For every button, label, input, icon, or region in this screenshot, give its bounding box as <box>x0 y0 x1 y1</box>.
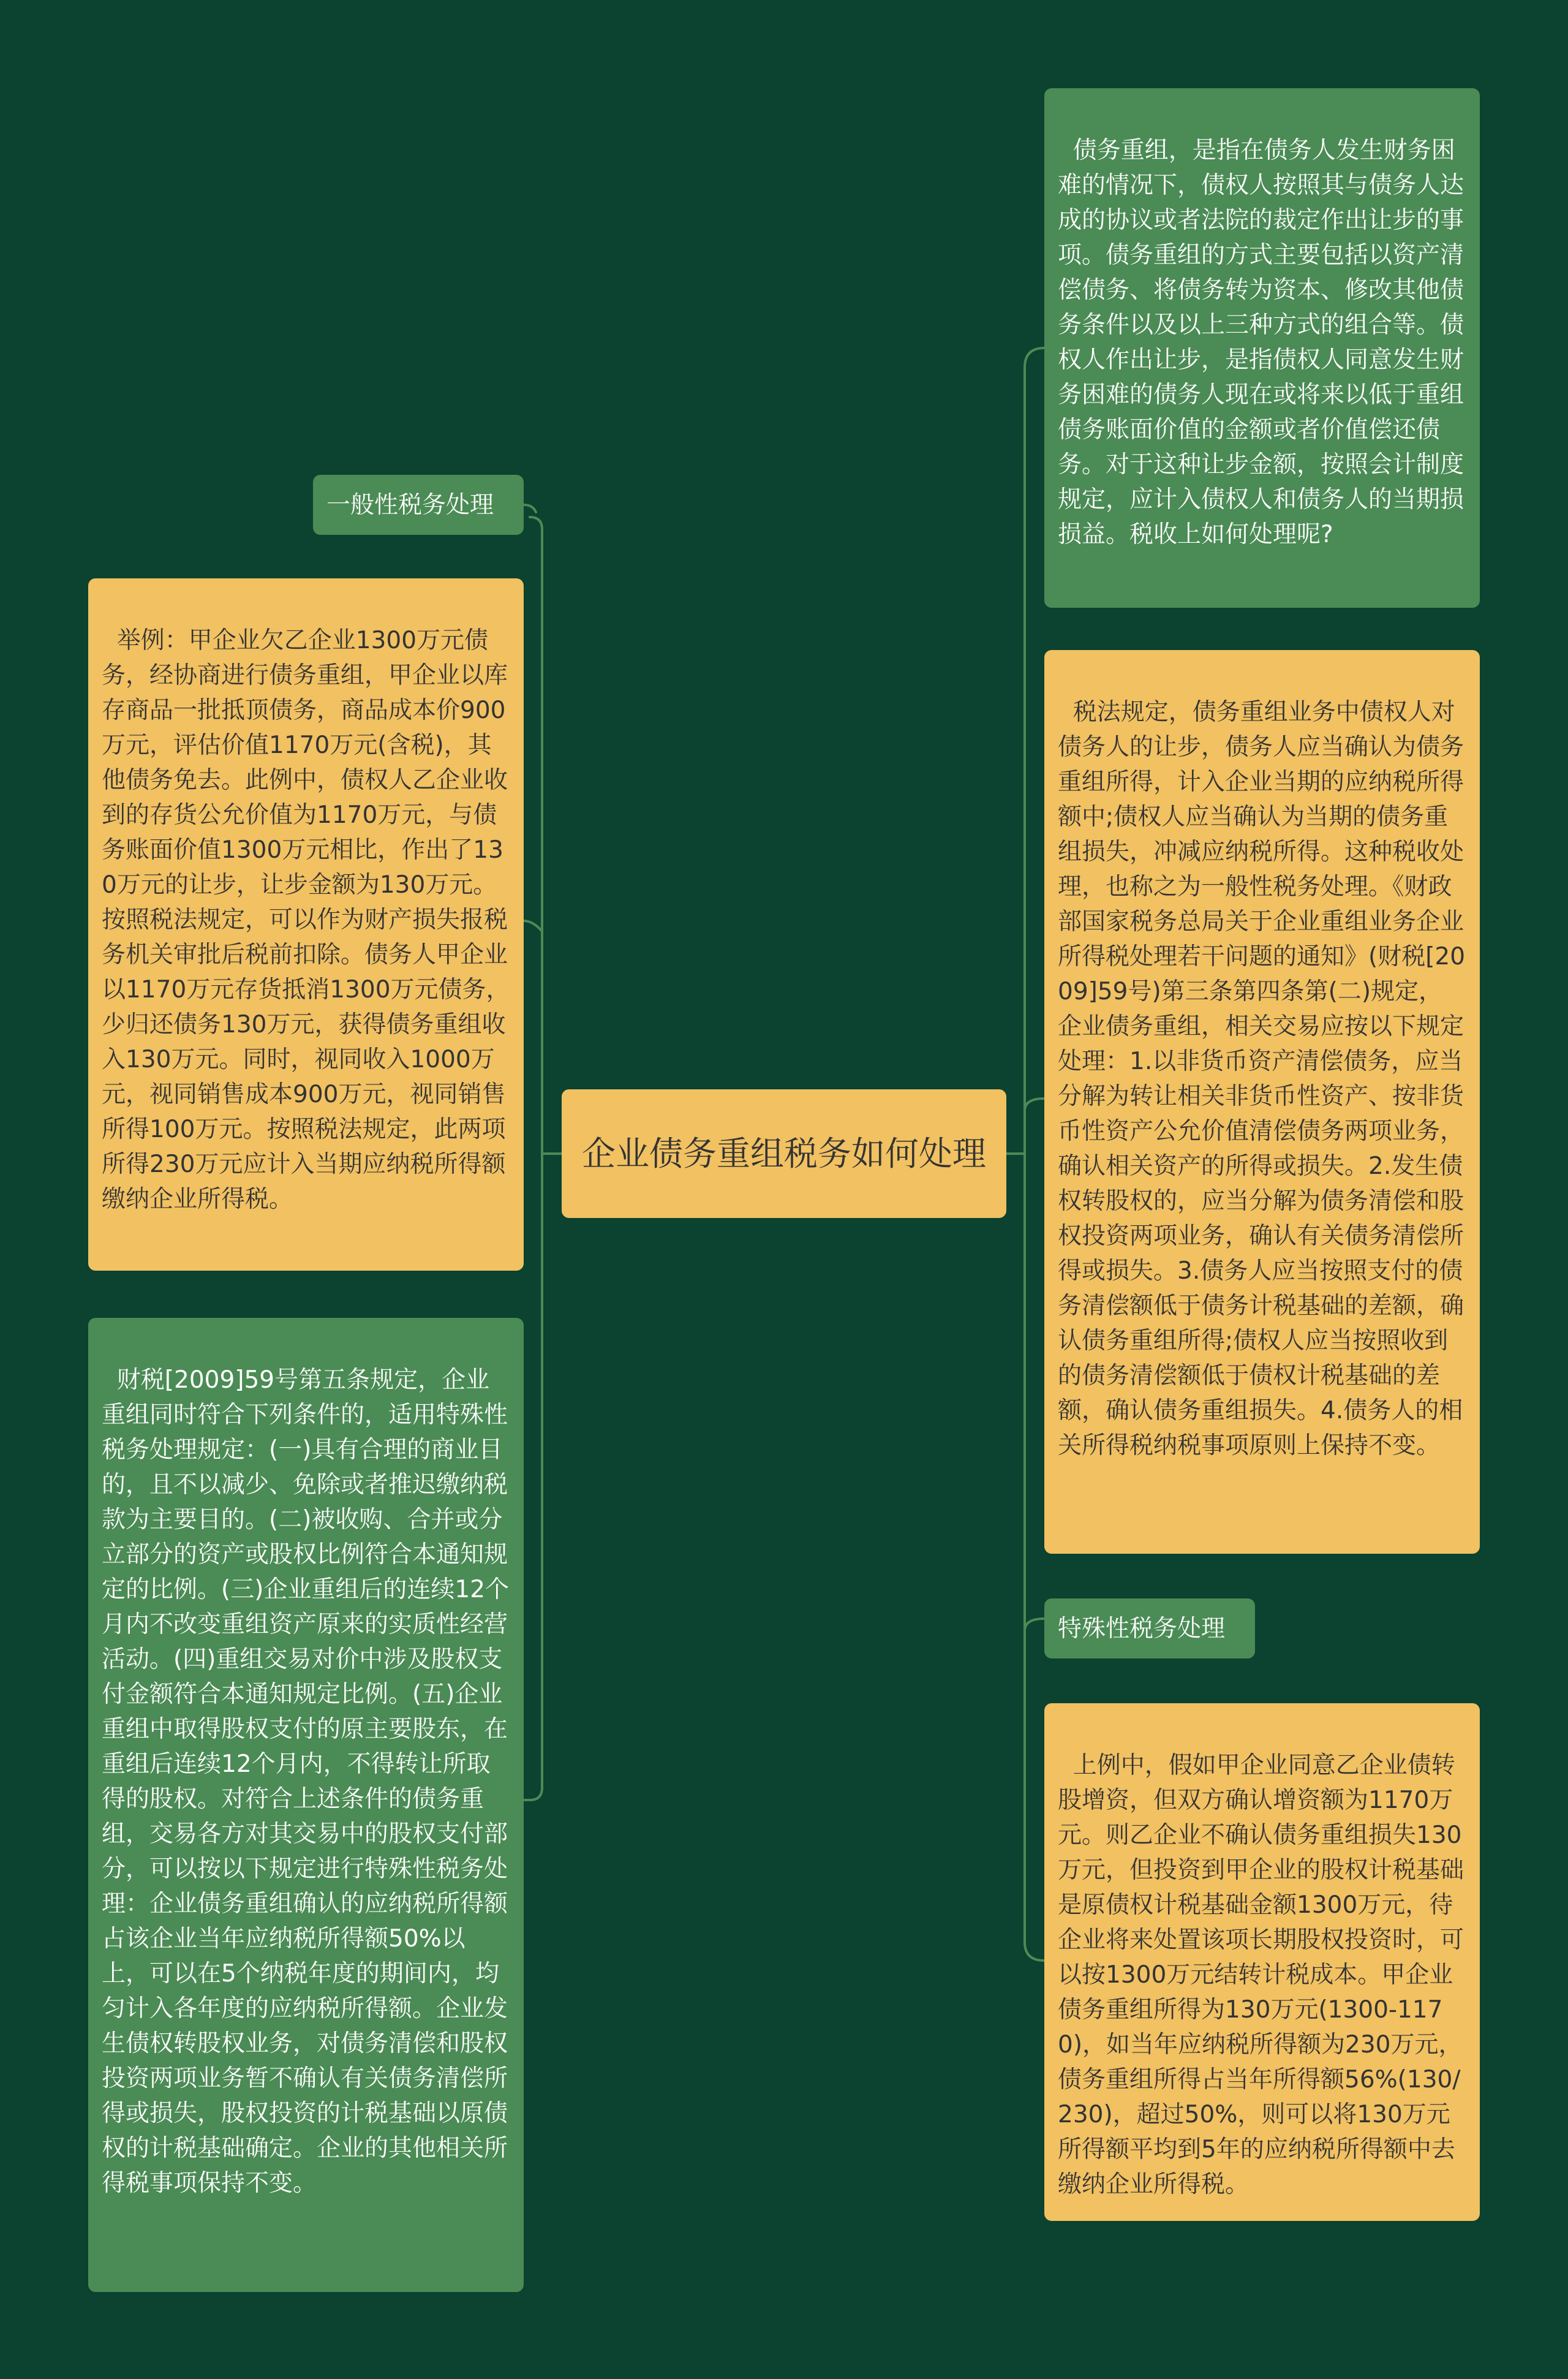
root-topic-text: 企业债务重组税务如何处理 <box>581 1134 986 1173</box>
special-example-note-text: 上例中，假如甲企业同意乙企业债转股增资，但双方确认增资额为1170万元。则乙企业不确认债务重组损失130万元，但投资到甲企业的股权计税基础是原债权计税基础金额1300万元，待企业将来处置该项长期股权投资时，可以按1300万元结转计税成本。甲企业债务重组所得为130万元(1300-1170)，如当年应纳税所得额为230万元，债务重组所得占当年所得额56%(130/230)，超过50%，则可以将130万元所得额平均到5年的应纳税所得额中去缴纳企业所得税。 <box>1058 1752 1464 2198</box>
special-tax-treatment-text: 特殊性税务处理 <box>1058 1614 1226 1643</box>
connector-right-trunk <box>1025 348 1044 1961</box>
connector-left-example <box>524 921 542 931</box>
connector-left-trunk <box>530 517 542 1800</box>
connector-right-special <box>1025 1619 1044 1631</box>
special-rules-note-text: 财税[2009]59号第五条规定，企业重组同时符合下列条件的，适用特殊性税务处理规定：(一)具有合理的商业目的，且不以减少、免除或者推迟缴纳税款为主要目的。(二)被收购、合并或分立部分的资产或股权比例符合本通知规定的比例。(三)企业重组后的连续12个月内不改变重组资产原来的实质性经营活动。(四)重组交易对价中涉及股权支付金额符合本通知规定比例。(五)企业重组中取得股权支付的原主要股东，在重组后连续12个月内，不得转让所取得的股权。对符合上述条件的债务重组，交易各方对其交易中的股权支付部分，可以按以下规定进行特殊性税务处理：企业债务重组确认的应纳税所得额占该企业当年应纳税所得额50%以上，可以在5个纳税年度的期间内，均匀计入各年度的应纳税所得额。企业发生债权转股权业务，对债务清偿和股权投资两项业务暂不确认有关债务清偿所得或损失，股权投资的计税基础以原债权的计税基础确定。企业的其他相关所得税事项保持不变。 <box>102 1366 510 2197</box>
general-tax-treatment-label[interactable] <box>313 475 524 535</box>
definition-note-text: 债务重组，是指在债务人发生财务困难的情况下，债权人按照其与债务人达成的协议或者法院的裁定作出让步的事项。债务重组的方式主要包括以资产清偿债务、将债务转为资本、修改其他债务条件以及以上三种方式的组合等。债权人作出让步，是指债权人同意发生财务困难的债务人现在或将来以低于重组债务账面价值的金额或者价值偿还债务。对于这种让步金额，按照会计制度规定，应计入债权人和债务人的当期损损益。税收上如何处理呢? <box>1058 137 1464 548</box>
root-topic[interactable] <box>562 1089 1006 1218</box>
special-tax-treatment-label[interactable] <box>1044 1598 1255 1658</box>
special-rules-note[interactable] <box>88 1318 524 2292</box>
connector-right-tax <box>1025 1099 1044 1111</box>
example-note-text: 举例：甲企业欠乙企业1300万元债务，经协商进行债务重组，甲企业以库存商品一批抵顶债务，商品成本价900万元，评估价值1170万元(含税)，其他债务免去。此例中，债权人乙企业收到的存货公允价值为1170万元，与债务账面价值1300万元相比，作出了130万元的让步，让步金额为130万元。按照税法规定，可以作为财产损失报税务机关审批后税前扣除。债务人甲企业以1170万元存货抵消1300万元债务，少归还债务130万元，获得债务重组收入130万元。同时，视同收入1000万元，视同销售成本900万元，视同销售所得100万元。按照税法规定，此两项所得230万元应计入当期应纳税所得额缴纳企业所得税。 <box>102 627 510 1213</box>
special-example-note[interactable] <box>1044 1703 1480 2221</box>
example-note[interactable] <box>88 578 524 1271</box>
connector-left-general <box>524 505 536 512</box>
definition-note[interactable] <box>1044 88 1480 608</box>
general-tax-treatment-text: 一般性税务处理 <box>326 491 494 519</box>
tax-law-note[interactable] <box>1044 650 1480 1554</box>
tax-law-note-text: 税法规定，债务重组业务中债权人对债务人的让步，债务人应当确认为债务重组所得，计入企业当期的应纳税所得额中;债权人应当确认为当期的债务重组损失，冲减应纳税所得。这种税收处理，也称之为一般性税务处理。《财政部国家税务总局关于企业重组业务企业所得税处理若干问题的通知》(财税[2009]59号)第三条第四条第(二)规定，企业债务重组，相关交易应按以下规定处理：1.以非货币资产清偿债务，应当分解为转让相关非货币性资产、按非货币性资产公允价值清偿债务两项业务，确认相关资产的所得或损失。2.发生债权转股权的，应当分解为债务清偿和股权投资两项业务，确认有关债务清偿所得或损失。3.债务人应当按照支付的债务清偿额低于债务计税基础的差额，确认债务重组所得;债权人应当按照收到的债务清偿额低于债权计税基础的差额，确认债务重组损失。4.债务人的相关所得税纳税事项原则上保持不变。 <box>1058 698 1466 1459</box>
